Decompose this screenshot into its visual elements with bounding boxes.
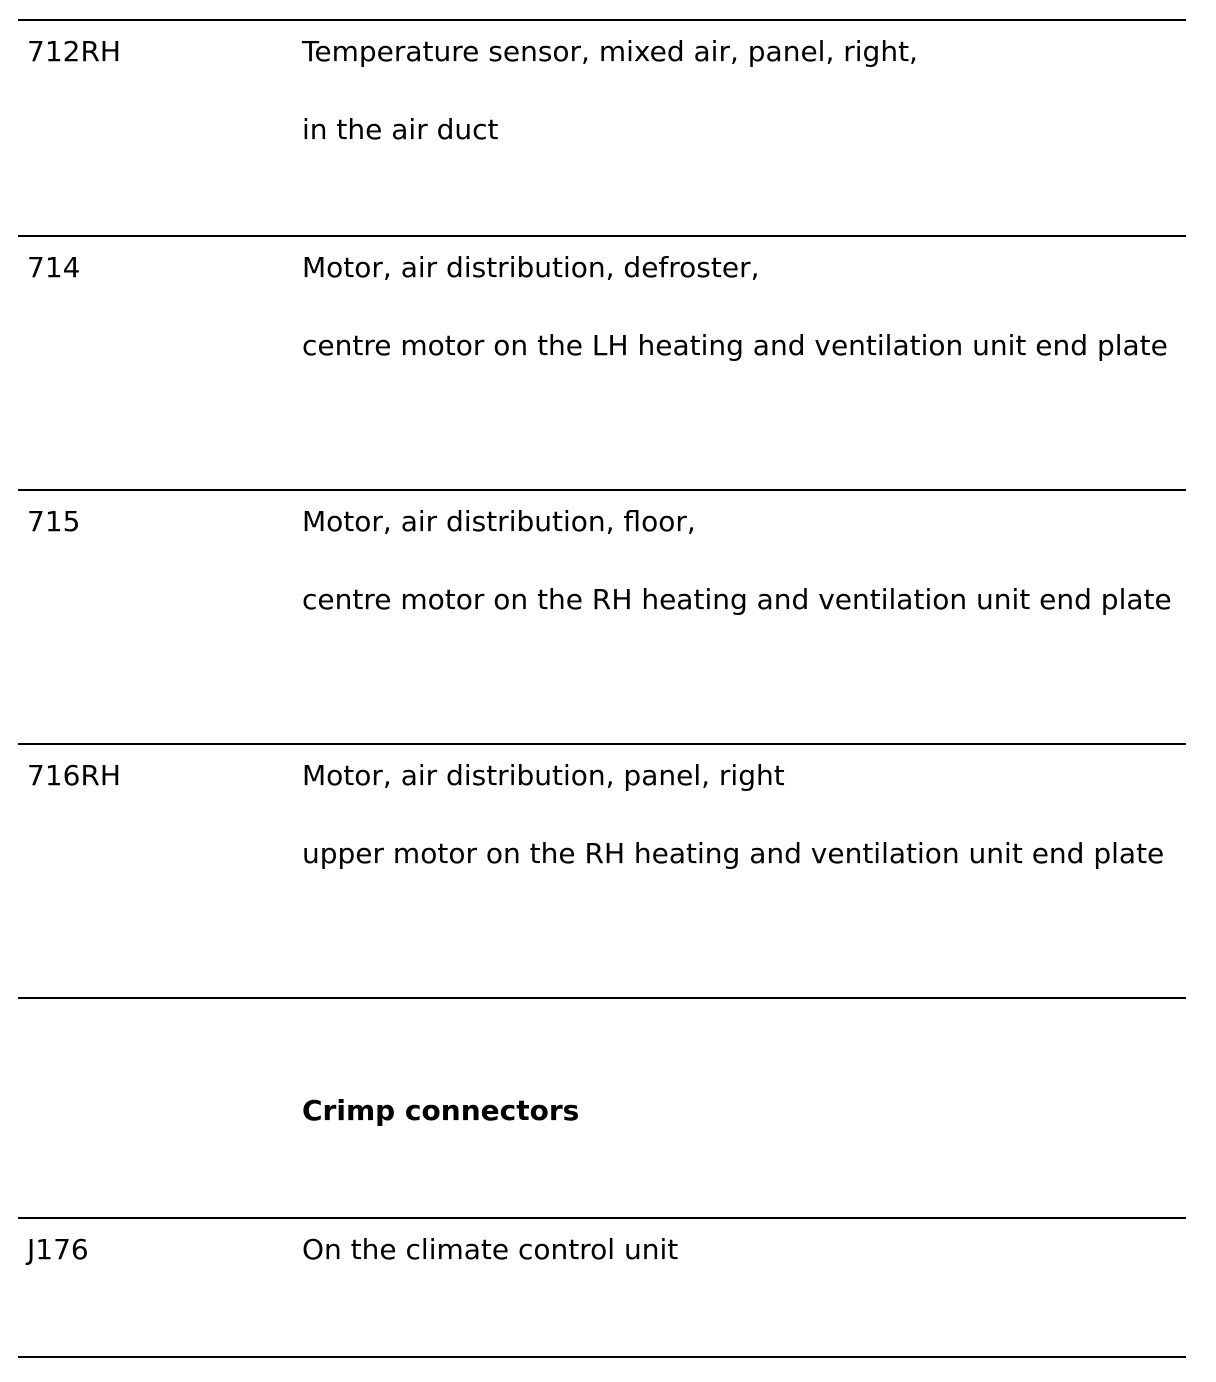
component-title: Motor, air distribution, floor, [302, 505, 696, 538]
connector-code: J176 [27, 1233, 89, 1266]
component-title: Motor, air distribution, defroster, [302, 251, 760, 284]
row-divider [18, 1356, 1186, 1358]
row-divider [18, 1217, 1186, 1219]
section-heading: Crimp connectors [302, 1094, 580, 1127]
component-location: centre motor on the LH heating and ventilation unit end plate [302, 329, 1168, 362]
component-code: 715 [27, 505, 81, 538]
component-code: 714 [27, 251, 81, 284]
connector-location: On the climate control unit [302, 1233, 679, 1266]
row-divider [18, 743, 1186, 745]
component-location: upper motor on the RH heating and ventilation unit end plate [302, 837, 1165, 870]
row-divider [18, 489, 1186, 491]
component-location: centre motor on the RH heating and ventilation unit end plate [302, 583, 1172, 616]
component-title: Temperature sensor, mixed air, panel, right, [302, 35, 918, 68]
component-title: Motor, air distribution, panel, right [302, 759, 785, 792]
component-code: 712RH [27, 35, 121, 68]
component-code: 716RH [27, 759, 121, 792]
row-divider [18, 235, 1186, 237]
row-divider [18, 19, 1186, 21]
row-divider [18, 997, 1186, 999]
component-location: in the air duct [302, 113, 499, 146]
